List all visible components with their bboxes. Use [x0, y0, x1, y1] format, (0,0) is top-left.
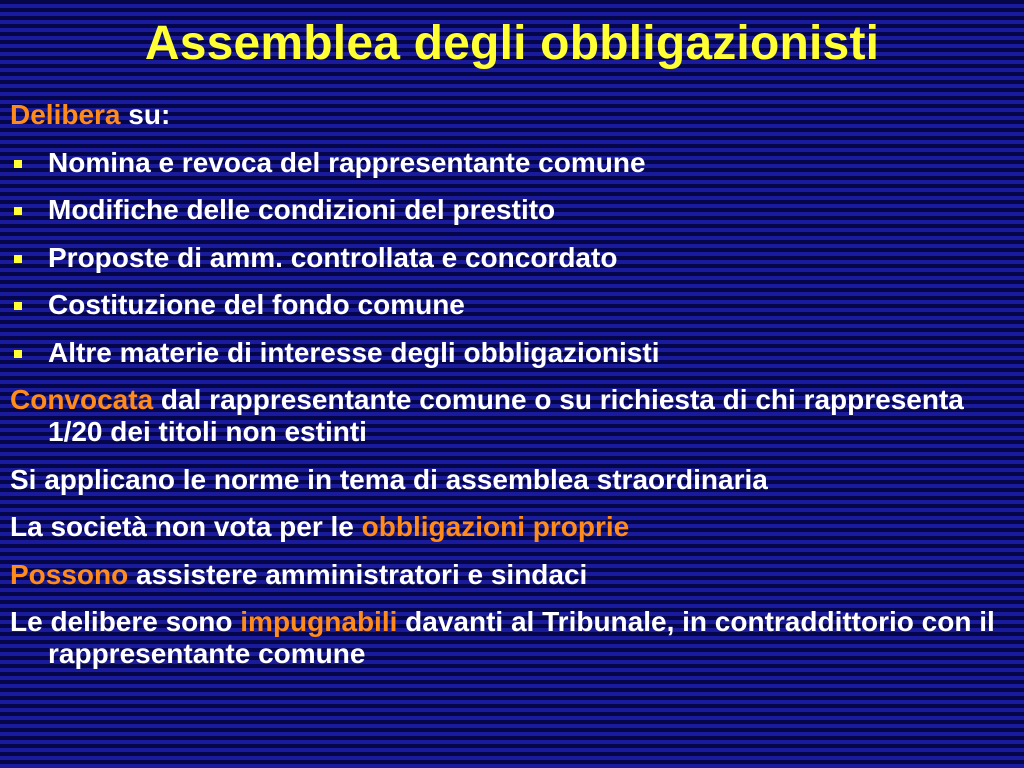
bullet-item: [10, 242, 1018, 274]
bullet-text: Altre materie di interesse degli obbligazionisti: [48, 336, 660, 368]
convocata-highlight: Convocata: [10, 384, 154, 415]
square-bullet-icon: [14, 302, 22, 310]
delibere-line: [10, 606, 1018, 670]
convocata-text: dal rappresentante comune o su richiesta di chi rappresenta 1/20 dei titoli non estinti: [48, 384, 964, 447]
slide-body: [10, 99, 1018, 686]
societa-highlight: obbligazioni proprie: [361, 511, 630, 542]
intro-text: su:: [120, 99, 171, 130]
norme-line: [10, 464, 1018, 496]
slide-title: Assemblea degli obbligazionisti: [144, 17, 880, 70]
possono-highlight: Possono: [10, 558, 129, 590]
delibere-rest: davanti al Tribunale, in contraddittorio con il rappresentante comune: [48, 606, 995, 669]
square-bullet-icon: [14, 350, 22, 358]
bullet-item: [10, 194, 1018, 226]
intro-line: [10, 99, 1018, 131]
convocata-line: [10, 384, 1018, 448]
bullet-text: Modifiche delle condizioni del prestito: [48, 194, 556, 225]
societa-line: [10, 511, 1018, 543]
delibere-text: Le delibere sono: [10, 606, 241, 637]
bullet-text: Nomina e revoca del rappresentante comune: [48, 146, 646, 178]
bullet-text: Costituzione del fondo comune: [48, 289, 465, 320]
bullet-item: [10, 147, 1018, 179]
possono-text: assistere amministratori e sindaci: [128, 558, 588, 590]
bullet-item: [10, 337, 1018, 369]
square-bullet-icon: [14, 207, 22, 215]
intro-highlight: Delibera: [10, 99, 121, 130]
possono-line: [10, 559, 1018, 591]
norme-text: Si applicano le norme in tema di assemblea straordinaria: [10, 463, 768, 495]
square-bullet-icon: [14, 255, 22, 263]
delibere-highlight: impugnabili: [240, 606, 398, 637]
bullet-text: Proposte di amm. controllata e concordato: [48, 241, 618, 273]
bullet-item: [10, 289, 1018, 321]
societa-text: La società non vota per le: [10, 511, 362, 542]
square-bullet-icon: [14, 160, 22, 168]
